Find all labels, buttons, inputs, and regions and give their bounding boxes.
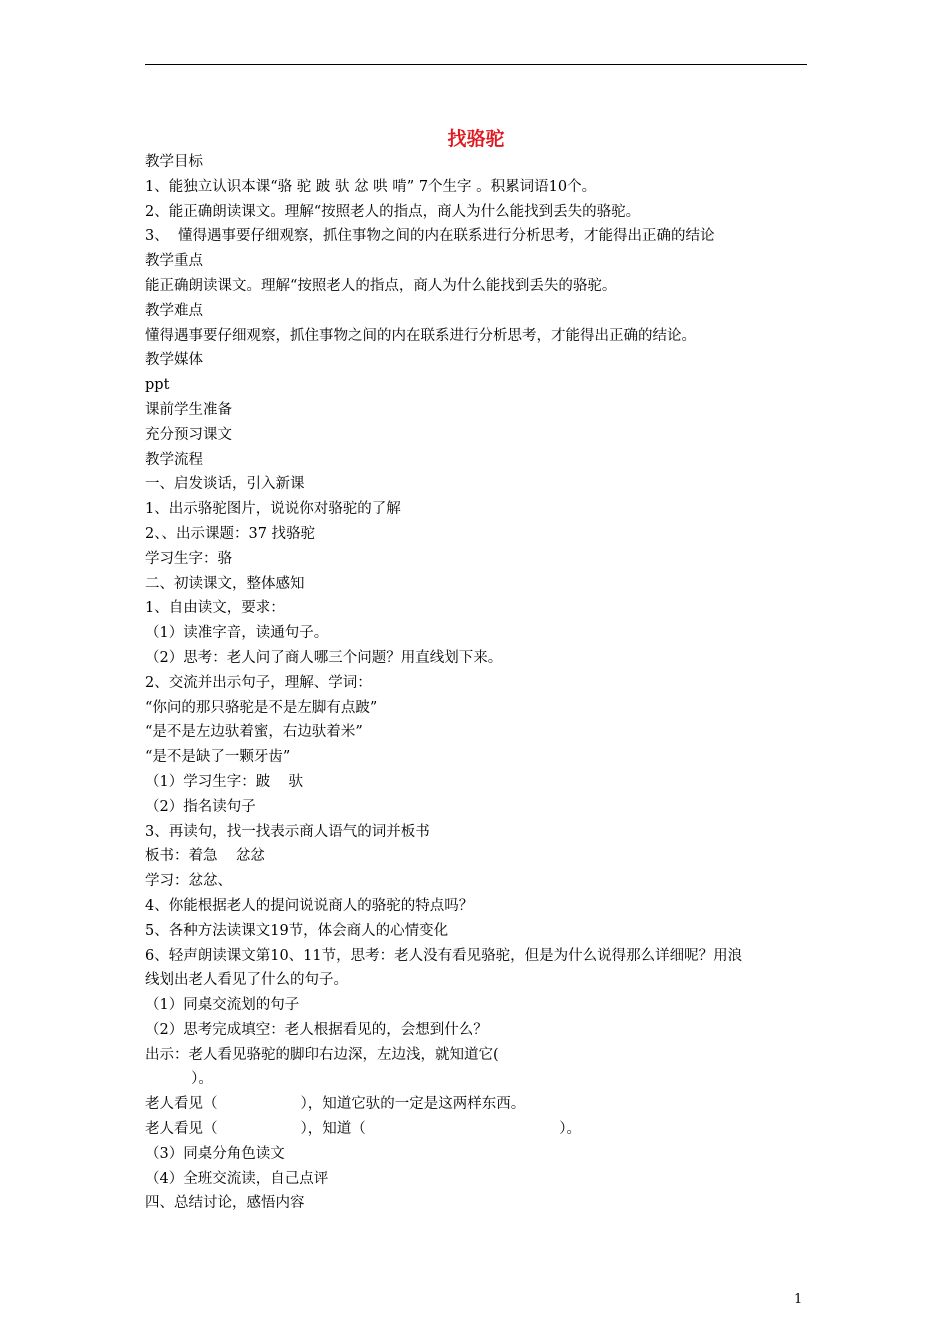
text-line: 二、初读课文，整体感知 [145,575,305,592]
text-line: 四、总结讨论，感悟内容 [145,1195,305,1212]
text-line: （1）读准字音，读通句子。 [145,625,329,642]
document-body [145,150,810,1216]
text-line: 教学流程 [145,451,203,468]
text-line: ）。 [145,1071,213,1088]
text-line: 懂得遇事要仔细观察，抓住事物之间的内在联系进行分析思考，才能得出正确的结论。 [145,327,696,344]
text-line: 3、 懂得遇事要仔细观察，抓住事物之间的内在联系进行分析思考，才能得出正确的结论 [145,228,715,245]
page-number: 1 [794,1292,803,1307]
text-line: 教学难点 [145,302,203,319]
text-line: 老人看见（ ），知道它驮的一定是这两样东西。 [145,1096,526,1113]
text-line: 5、各种方法读课文19节，体会商人的心情变化 [145,922,449,939]
text-line: 6、轻声朗读课文第10、11节，思考：老人没有看见骆驼，但是为什么说得那么详细呢？用浪 [145,947,743,964]
text-line: （1）同桌交流划的句子 [145,997,300,1014]
text-line: ppt [145,377,170,394]
text-line: 2、交流并出示句子，理解、学词： [145,674,372,691]
text-line: 4、你能根据老人的提问说说商人的骆驼的特点吗？ [145,897,474,914]
text-line: （1）学习生字：跛 驮 [145,773,304,790]
text-line: 一、启发谈话，引入新课 [145,476,305,493]
text-line: 学习：忿忿、 [145,873,232,890]
header-rule [145,64,807,65]
text-line: 3、再读句，找一找表示商人语气的词并板书 [145,823,430,840]
text-line: “是不是缺了一颗牙齿” [145,749,291,766]
text-line: 1、自由读文，要求： [145,600,285,617]
text-line: 教学重点 [145,253,203,270]
text-line: 线划出老人看见了什么的句子。 [145,972,348,989]
document-title: 找骆驼 [447,128,505,150]
text-line: 学习生字：骆 [145,550,232,567]
text-line: 1、出示骆驼图片，说说你对骆驼的了解 [145,501,401,518]
text-line: 教学媒体 [145,352,203,369]
text-line: 能正确朗读课文。理解“按照老人的指点，商人为什么能找到丢失的骆驼。 [145,277,617,294]
text-line: 出示：老人看见骆驼的脚印右边深，左边浅，就知道它( [145,1046,499,1063]
text-line: “你问的那只骆驼是不是左脚有点跛” [145,699,378,716]
text-line: （2）思考完成填空：老人根据看见的，会想到什么？ [145,1021,488,1038]
text-line: （3）同桌分角色读文 [145,1145,285,1162]
text-line: 老人看见（ ），知道（ ）。 [145,1121,582,1138]
text-line: 课前学生准备 [145,401,232,418]
text-line: 充分预习课文 [145,426,232,443]
text-line: （4）全班交流读，自己点评 [145,1170,329,1187]
text-line: 2、、出示课题：37 找骆驼 [145,525,316,542]
text-line: （2）指名读句子 [145,798,256,815]
text-line: “是不是左边驮着蜜，右边驮着米” [145,724,363,741]
text-line: 1、能独立认识本课“骆 驼 跛 驮 忿 哄 啃” 7个生字 。积累词语10个。 [145,178,597,195]
text-line: 板书：着急 忿忿 [145,848,265,865]
text-line: 教学目标 [145,154,203,170]
text-line: （2）思考：老人问了商人哪三个问题？用直线划下来。 [145,649,503,666]
text-line: 2、能正确朗读课文。理解“按照老人的指点，商人为什么能找到丢失的骆驼。 [145,203,641,220]
